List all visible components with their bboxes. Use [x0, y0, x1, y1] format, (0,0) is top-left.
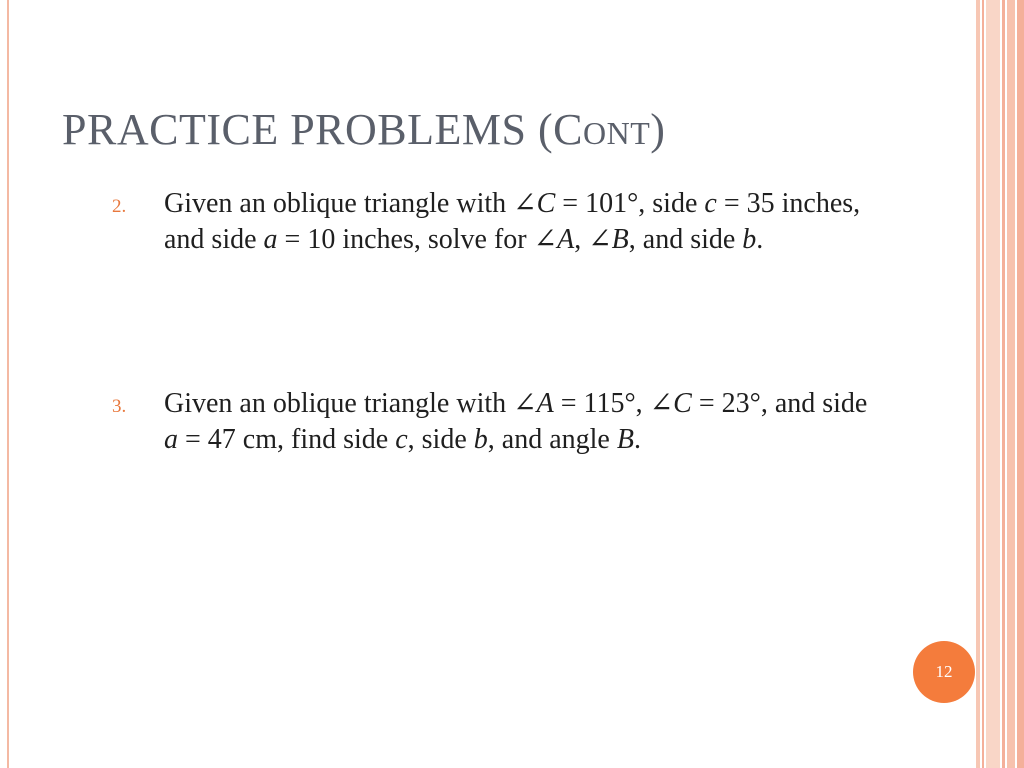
stripe [986, 0, 1000, 768]
stripe [1007, 0, 1015, 768]
stripe [982, 0, 984, 768]
problem-text: Given an oblique triangle with ∠C = 101°, side c = 35 inches, and side a = 10 inches, solve for ∠A, ∠B, and side b. [164, 188, 861, 255]
right-decorative-stripes [976, 0, 1024, 768]
left-border-line [7, 0, 9, 768]
stripe [1002, 0, 1005, 768]
slide-title: PRACTICE PROBLEMS (CONT) [62, 105, 666, 154]
stripe [1017, 0, 1024, 768]
problem-number: 3. [112, 396, 127, 417]
problem-text: Given an oblique triangle with ∠A = 115°, ∠C = 23°, and side a = 47 cm, find side c, side b, and angle B. [164, 388, 868, 455]
problem-number: 2. [112, 196, 127, 217]
stripe [976, 0, 980, 768]
page-number-badge: 12 [913, 641, 975, 703]
